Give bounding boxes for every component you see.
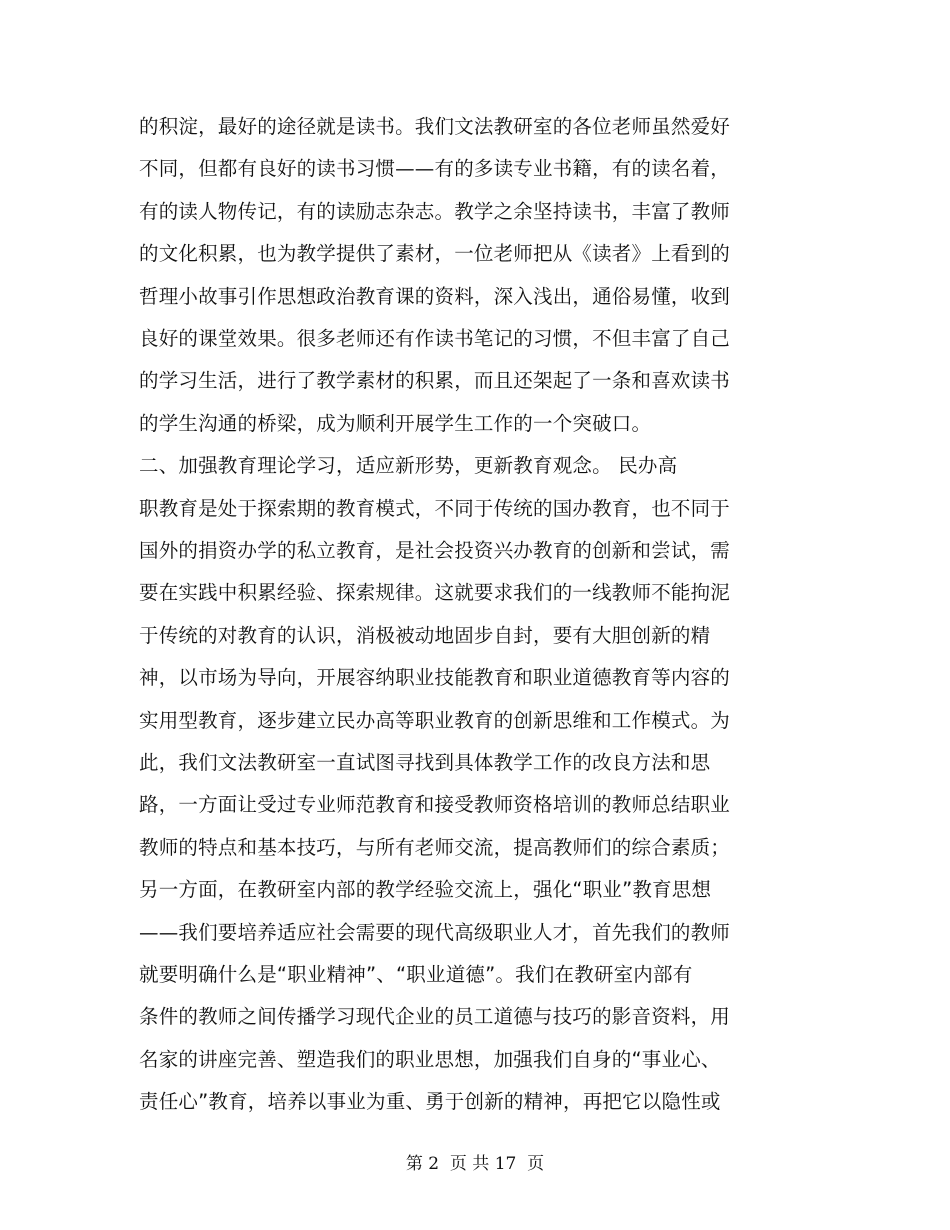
body-text-line: 有的读人物传记，有的读励志杂志。教学之余坚持读书，丰富了教师 bbox=[139, 200, 731, 223]
body-text-line: 的文化积累，也为教学提供了素材，一位老师把从《读者》上看到的 bbox=[139, 242, 731, 265]
body-text-line: 良好的课堂效果。很多老师还有作读书笔记的习惯，不但丰富了自己 bbox=[139, 327, 731, 350]
section-heading-line: 二、加强教育理论学习，适应新形势，更新教育观念。 民办高 bbox=[139, 454, 678, 477]
body-text-line: 神，以市场为导向，开展容纳职业技能教育和职业道德教育等内容的 bbox=[139, 666, 731, 689]
body-text-line: 职教育是处于探索期的教育模式，不同于传统的国办教育，也不同于 bbox=[139, 497, 731, 520]
body-text-line: 的积淀，最好的途径就是读书。我们文法教研室的各位老师虽然爱好 bbox=[139, 115, 731, 138]
body-text-line: 的学习生活，进行了教学素材的积累，而且还架起了一条和喜欢读书 bbox=[139, 369, 731, 392]
body-text-line: 于传统的对教育的认识，消极被动地固步自封，要有大胆创新的精 bbox=[139, 624, 711, 647]
body-text-line: 责任心”教育，培养以事业为重、勇于创新的精神，再把它以隐性或 bbox=[139, 1090, 721, 1113]
body-text-line: 另一方面，在教研室内部的教学经验交流上，强化“职业”教育思想 bbox=[139, 878, 712, 901]
page-number-footer: 第 2 页 共 17 页 bbox=[405, 1154, 545, 1174]
body-text-line: 不同，但都有良好的读书习惯——有的多读专业书籍，有的读名着， bbox=[139, 157, 731, 180]
body-text-line: 条件的教师之间传播学习现代企业的员工道德与技巧的影音资料，用 bbox=[139, 1005, 731, 1028]
body-text-line: 的学生沟通的桥梁，成为顺利开展学生工作的一个突破口。 bbox=[139, 412, 652, 435]
body-text-line: 就要明确什么是“职业精神”、“职业道德”。我们在教研室内部有 bbox=[139, 963, 693, 986]
body-text-line: 实用型教育，逐步建立民办高等职业教育的创新思维和工作模式。为 bbox=[139, 709, 731, 732]
body-text-line: ——我们要培养适应社会需要的现代高级职业人才，首先我们的教师 bbox=[139, 921, 731, 944]
body-text-line: 路，一方面让受过专业师范教育和接受教师资格培训的教师总结职业 bbox=[139, 793, 731, 816]
body-text-line: 名家的讲座完善、塑造我们的职业思想，加强我们自身的“事业心、 bbox=[139, 1048, 721, 1071]
body-text-line: 要在实践中积累经验、探索规律。这就要求我们的一线教师不能拘泥 bbox=[139, 581, 731, 604]
body-text-line: 此，我们文法教研室一直试图寻找到具体教学工作的改良方法和思 bbox=[139, 751, 711, 774]
body-text-line: 教师的特点和基本技巧，与所有老师交流，提高教师们的综合素质； bbox=[139, 836, 731, 859]
body-text-line: 哲理小故事引作思想政治教育课的资料，深入浅出，通俗易懂，收到 bbox=[139, 285, 731, 308]
body-text-line: 国外的捐资办学的私立教育，是社会投资兴办教育的创新和尝试，需 bbox=[139, 539, 731, 562]
